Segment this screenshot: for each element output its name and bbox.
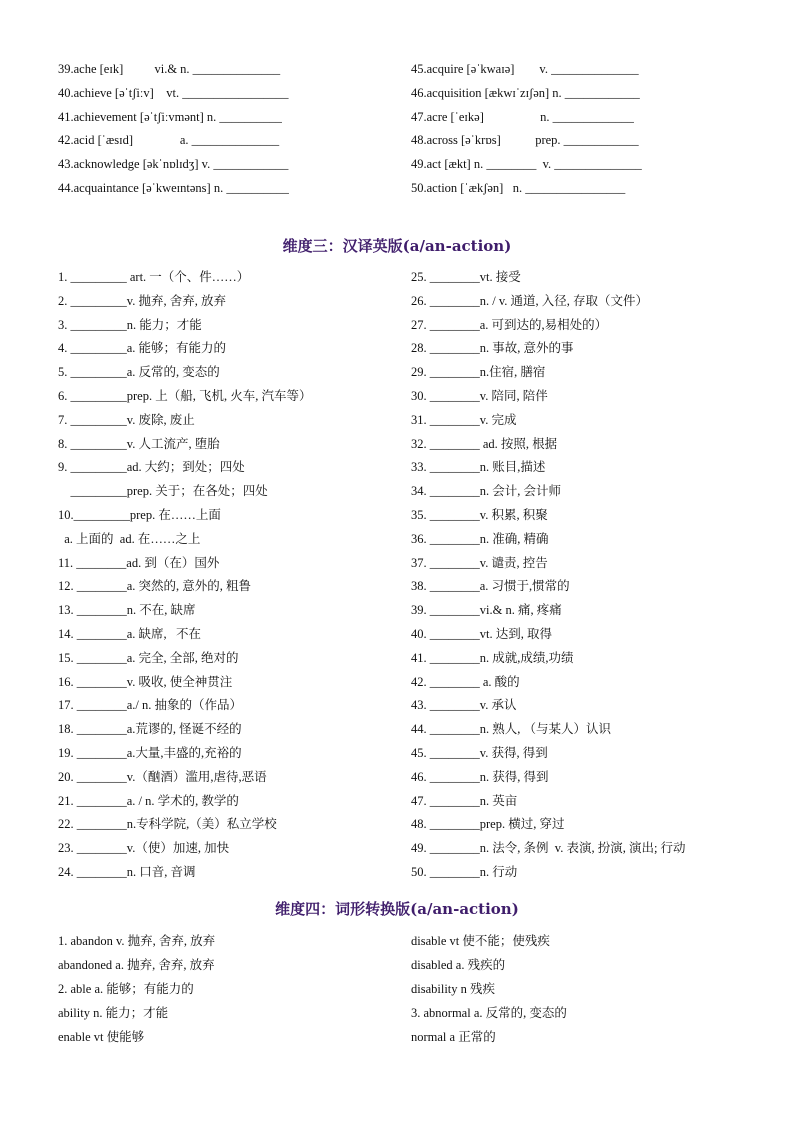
entry-line bbox=[58, 575, 408, 599]
entry-line bbox=[58, 480, 408, 504]
entry-text: 42. ________ a. 酸的 bbox=[411, 674, 520, 689]
entry-text: 44.acquaintance [əˈkweɪntəns] n. __________ bbox=[58, 180, 289, 195]
entry-line bbox=[58, 385, 408, 409]
entry-line bbox=[58, 766, 408, 790]
entry-text: enable vt 使能够 bbox=[58, 1030, 145, 1044]
entry-text: 24. ________n. 口音, 音调 bbox=[58, 864, 196, 879]
entry-line bbox=[58, 552, 408, 576]
section3-left-column bbox=[58, 266, 408, 885]
entry-text: _________prep. 关于；在各处；四处 bbox=[58, 484, 268, 499]
entry-text: 8. _________v. 人工流产, 堕胎 bbox=[58, 436, 220, 451]
entry-text: 20. ________v.（酗酒）滥用,虐待,恶语 bbox=[58, 769, 267, 784]
entry-text: a. 上面的 ad. 在……之上 bbox=[58, 531, 201, 546]
entry-text: 11. ________ad. 到（在）国外 bbox=[58, 555, 220, 570]
entry-line bbox=[411, 106, 751, 130]
entry-line bbox=[58, 647, 408, 671]
entry-text: 5. _________a. 反常的, 变态的 bbox=[58, 365, 220, 380]
entry-text: 28. ________n. 事故, 意外的事 bbox=[411, 341, 574, 356]
entry-text: 31. ________v. 完成 bbox=[411, 412, 517, 427]
entry-text: ability n. 能力；才能 bbox=[58, 1006, 169, 1020]
entry-line bbox=[411, 385, 781, 409]
entry-text: disabled a. 残疾的 bbox=[411, 958, 506, 972]
entry-text: normal a 正常的 bbox=[411, 1030, 496, 1044]
entry-line bbox=[58, 266, 408, 290]
entry-line bbox=[411, 929, 751, 953]
entry-line bbox=[58, 337, 408, 361]
entry-line bbox=[411, 433, 781, 457]
entry-line bbox=[58, 106, 398, 130]
entry-line bbox=[411, 623, 781, 647]
entry-text: 22. ________n.专科学院,（美）私立学校 bbox=[58, 817, 277, 832]
entry-text: 13. ________n. 不在, 缺席 bbox=[58, 603, 196, 618]
entry-text: 2. able a. 能够；有能力的 bbox=[58, 982, 194, 996]
entry-line bbox=[411, 480, 781, 504]
entry-line bbox=[411, 177, 751, 201]
entry-text: 29. ________n.住宿, 膳宿 bbox=[411, 365, 546, 380]
entry-line bbox=[411, 266, 781, 290]
entry-text: 41. ________n. 成就,成绩,功绩 bbox=[411, 650, 574, 665]
entry-text: 2. _________v. 抛弃, 舍弃, 放弃 bbox=[58, 293, 226, 308]
entry-line bbox=[58, 1001, 398, 1025]
entry-text: 6. _________prep. 上（船, 飞机, 火车, 汽车等） bbox=[58, 388, 312, 403]
entry-line bbox=[411, 742, 781, 766]
entry-text: 37. ________v. 谴责, 控告 bbox=[411, 555, 548, 570]
entry-text: 30. ________v. 陪同, 陪伴 bbox=[411, 388, 548, 403]
entry-text: 49. ________n. 法令, 条例 v. 表演, 扮演, 演出; 行动 bbox=[411, 841, 686, 856]
entry-text: 45. ________v. 获得, 得到 bbox=[411, 745, 548, 760]
entry-text: disable vt 使不能；使残疾 bbox=[411, 934, 550, 948]
entry-text: 3. _________n. 能力；才能 bbox=[58, 317, 202, 332]
entry-line bbox=[411, 337, 781, 361]
entry-line bbox=[58, 813, 408, 837]
entry-text: 40. ________vt. 达到, 取得 bbox=[411, 626, 552, 641]
top-right-column bbox=[411, 58, 751, 201]
entry-text: 32. ________ ad. 按照, 根据 bbox=[411, 436, 558, 451]
entry-line bbox=[58, 314, 408, 338]
entry-text: 40.achieve [əˈtʃiːv] vt. _________________ bbox=[58, 85, 289, 100]
entry-text: 43. ________v. 承认 bbox=[411, 698, 517, 713]
entry-text: 36. ________n. 准确, 精确 bbox=[411, 531, 549, 546]
entry-text: 33. ________n. 账目,描述 bbox=[411, 460, 546, 475]
entry-line bbox=[411, 671, 781, 695]
entry-text: 25. ________vt. 接受 bbox=[411, 270, 521, 284]
section3-right-column bbox=[411, 266, 781, 885]
entry-line bbox=[58, 790, 408, 814]
entry-line bbox=[411, 575, 781, 599]
section3-title: 维度三：汉译英版(a/an-action) bbox=[282, 237, 512, 255]
entry-line bbox=[411, 129, 751, 153]
entry-text: 21. ________a. / n. 学术的, 教学的 bbox=[58, 793, 239, 808]
entry-line bbox=[58, 409, 408, 433]
entry-line bbox=[411, 528, 781, 552]
entry-line bbox=[58, 456, 408, 480]
entry-line bbox=[58, 671, 408, 695]
entry-line bbox=[58, 433, 408, 457]
entry-line bbox=[411, 718, 781, 742]
entry-text: 4. _________a. 能够；有能力的 bbox=[58, 341, 227, 356]
entry-text: 47.acre [ˈeɪkə] n. _____________ bbox=[411, 109, 634, 124]
entry-text: 50.action [ˈækʃən] n. ________________ bbox=[411, 180, 626, 195]
entry-line bbox=[58, 153, 398, 177]
entry-line bbox=[58, 953, 398, 977]
entry-line bbox=[411, 58, 751, 82]
entry-text: 48.across [əˈkrɒs] prep. ____________ bbox=[411, 133, 639, 148]
entry-text: 26. ________n. / v. 通道, 入径, 存取（文件） bbox=[411, 293, 649, 308]
entry-text: 39. ________vi.& n. 痛, 疼痛 bbox=[411, 603, 562, 618]
entry-text: 46.acquisition [ækwɪˈzɪʃən] n. ____________ bbox=[411, 85, 640, 100]
entry-line bbox=[411, 552, 781, 576]
entry-line bbox=[58, 1025, 398, 1049]
entry-line bbox=[58, 528, 408, 552]
entry-line bbox=[58, 742, 408, 766]
entry-text: 16. ________v. 吸收, 使全神贯注 bbox=[58, 674, 233, 689]
entry-line bbox=[58, 694, 408, 718]
entry-line bbox=[411, 861, 781, 885]
entry-text: 47. ________n. 英亩 bbox=[411, 793, 518, 808]
entry-line bbox=[58, 599, 408, 623]
entry-line bbox=[411, 456, 781, 480]
entry-text: 7. _________v. 废除, 废止 bbox=[58, 412, 195, 427]
entry-text: 1. abandon v. 抛弃, 舍弃, 放弃 bbox=[58, 934, 216, 948]
entry-line bbox=[58, 177, 398, 201]
entry-text: 49.act [ækt] n. ________ v. ______________ bbox=[411, 157, 642, 172]
entry-line bbox=[58, 361, 408, 385]
entry-text: disability n 残疾 bbox=[411, 982, 496, 996]
entry-line bbox=[411, 504, 781, 528]
entry-line bbox=[411, 409, 781, 433]
entry-line bbox=[58, 504, 408, 528]
entry-line bbox=[411, 1001, 751, 1025]
entry-line bbox=[411, 361, 781, 385]
entry-text: 14. ________a. 缺席, 不在 bbox=[58, 626, 202, 641]
entry-text: 18. ________a.荒谬的, 怪诞不经的 bbox=[58, 722, 242, 737]
entry-text: 15. ________a. 完全, 全部, 绝对的 bbox=[58, 650, 239, 665]
entry-line bbox=[411, 647, 781, 671]
entry-text: 17. ________a./ n. 抽象的（作品） bbox=[58, 698, 243, 713]
section4-title: 维度四：词形转换版(a/an-action) bbox=[275, 900, 519, 918]
entry-text: 41.achievement [əˈtʃiːvmənt] n. __________ bbox=[58, 109, 282, 124]
entry-text: 39.ache [eɪk] vi.& n. ______________ bbox=[58, 62, 281, 76]
entry-line bbox=[411, 290, 781, 314]
entry-line bbox=[58, 290, 408, 314]
entry-text: 9. _________ad. 大约；到处；四处 bbox=[58, 460, 245, 475]
entry-text: 27. ________a. 可到达的,易相处的） bbox=[411, 317, 608, 332]
entry-text: 3. abnormal a. 反常的, 变态的 bbox=[411, 1006, 567, 1020]
entry-line bbox=[411, 953, 751, 977]
entry-line bbox=[411, 766, 781, 790]
entry-line bbox=[411, 813, 781, 837]
entry-line bbox=[58, 837, 408, 861]
entry-line bbox=[58, 718, 408, 742]
entry-text: 19. ________a.大量,丰盛的,充裕的 bbox=[58, 745, 242, 760]
entry-text: 1. _________ art. 一（个、件……） bbox=[58, 270, 250, 284]
entry-line bbox=[411, 314, 781, 338]
entry-line bbox=[411, 694, 781, 718]
entry-line bbox=[411, 153, 751, 177]
section4-right-column bbox=[411, 929, 751, 1049]
entry-line bbox=[58, 929, 398, 953]
entry-line bbox=[58, 977, 398, 1001]
entry-text: 50. ________n. 行动 bbox=[411, 864, 518, 879]
entry-line bbox=[58, 129, 398, 153]
entry-line bbox=[58, 82, 398, 106]
entry-line bbox=[411, 82, 751, 106]
entry-text: 12. ________a. 突然的, 意外的, 粗鲁 bbox=[58, 579, 252, 594]
entry-text: 43.acknowledge [əkˈnɒlɪdʒ] v. ____________ bbox=[58, 157, 289, 172]
entry-text: 44. ________n. 熟人, （与某人）认识 bbox=[411, 722, 612, 737]
entry-text: 48. ________prep. 横过, 穿过 bbox=[411, 817, 565, 832]
section4-left-column bbox=[58, 929, 398, 1049]
entry-text: 46. ________n. 获得, 得到 bbox=[411, 769, 549, 784]
entry-text: 35. ________v. 积累, 积聚 bbox=[411, 507, 548, 522]
entry-line bbox=[58, 58, 398, 82]
top-left-column bbox=[58, 58, 398, 201]
entry-text: 10._________prep. 在……上面 bbox=[58, 507, 221, 522]
entry-line bbox=[411, 1025, 751, 1049]
entry-text: 45.acquire [əˈkwaɪə] v. ______________ bbox=[411, 62, 639, 76]
entry-line bbox=[411, 977, 751, 1001]
entry-line bbox=[411, 599, 781, 623]
entry-line bbox=[58, 623, 408, 647]
entry-line bbox=[411, 790, 781, 814]
entry-text: abandoned a. 抛弃, 舍弃, 放弃 bbox=[58, 958, 215, 972]
entry-text: 42.acid [ˈæsɪd] a. ______________ bbox=[58, 133, 280, 148]
entry-text: 34. ________n. 会计, 会计师 bbox=[411, 484, 562, 499]
entry-text: 23. ________v.（使）加速, 加快 bbox=[58, 841, 230, 856]
entry-line bbox=[411, 837, 781, 861]
entry-line bbox=[58, 861, 408, 885]
entry-text: 38. ________a. 习惯于,惯常的 bbox=[411, 579, 570, 594]
